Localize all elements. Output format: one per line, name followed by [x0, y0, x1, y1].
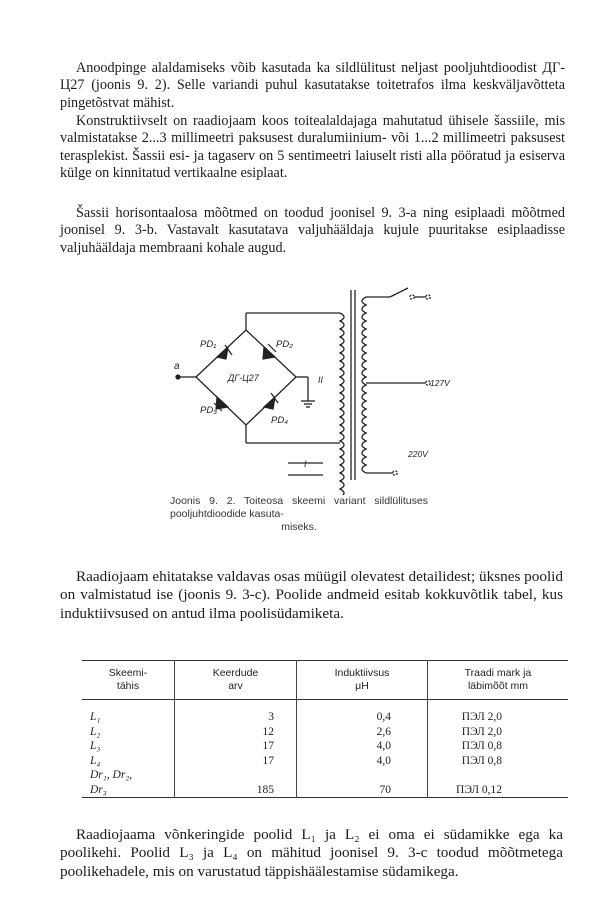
table-row — [82, 739, 568, 754]
caption-text: Joonis 9. 2. Toiteosa skeemi variant sildlülituses pooljuhtdioodide kasuta- — [170, 495, 428, 520]
paragraph-text: Šassii horisontaalosa mõõtmed on toodud joonisel 9. 3-a ning esiplaadi mõõtmed joonisel 9. 3-b. Vastavalt kasutatava valjuhääldaja kujule puuritakse esiplaadisse valjuhääldaja membraani kohale augud. — [60, 205, 565, 256]
paragraph-coils — [60, 826, 563, 881]
cell-turns: 3 — [175, 700, 297, 725]
cell-inductance — [297, 768, 428, 783]
paragraph-chassis-dimensions — [60, 205, 565, 257]
table-row — [82, 754, 568, 769]
paragraph-parts — [60, 568, 563, 623]
header-wire: Traadi mark ja läbimõõt mm — [428, 661, 569, 700]
table-row — [82, 783, 568, 798]
cell-wire: ПЭЛ 0,8 — [428, 739, 569, 754]
cell-turns: 17 — [175, 739, 297, 754]
cell-inductance: 0,4 — [297, 700, 428, 725]
table-header-row — [82, 661, 568, 700]
cell-symbol: L₁ — [90, 711, 101, 723]
winding-label-secondary: II — [318, 375, 324, 385]
mains-switch — [390, 288, 408, 297]
cell-turns — [175, 768, 297, 783]
paragraph-text: Anoodpinge alaldamiseks võib kasutada ka sildlülitust neljast pooljuhtdioodist ДГ-Ц27 (joonis 9. 2). Selle variandi puhul kasutatakse toitetrafos ilma keskväljavõtteta pingetõstvat mähist. — [60, 60, 565, 111]
cell-wire: ПЭЛ 2,0 — [428, 700, 569, 725]
tap-220-label: 220V — [408, 449, 428, 459]
paragraph-text: Raadiojaama võnkeringide poolid L₁ ja L₂ ei oma ei südamikke ega ka poolikehi. Poolid L₃ ja L₄ on mähitud joonisel 9. 3-c toodud mõõtmetega poolikehadele, mis on varustatud täppishäälestamise südamikega. — [60, 826, 563, 880]
table-row — [82, 700, 568, 725]
diode-label-pd2: PD₂ — [276, 339, 293, 350]
cell-symbol: Dr₁, Dr₂, — [90, 769, 133, 781]
diode-pd1-icon — [217, 347, 228, 359]
input-label: a — [174, 361, 180, 372]
winding-label-heater: I — [304, 459, 307, 469]
table-row — [82, 768, 568, 783]
cell-symbol: L₃ — [90, 740, 101, 752]
paragraph-construction — [60, 113, 565, 182]
coil-data-table — [82, 660, 568, 798]
cell-turns: 185 — [175, 783, 297, 798]
cell-inductance: 2,6 — [297, 725, 428, 740]
table-row — [82, 725, 568, 740]
cell-wire: ПЭЛ 0,8 — [428, 754, 569, 769]
cell-inductance: 70 — [297, 783, 428, 798]
header-turns: Keerdude arv — [175, 661, 297, 700]
header-inductance: Induktiivsus μH — [297, 661, 428, 700]
cell-inductance: 4,0 — [297, 754, 428, 769]
input-terminal — [176, 375, 180, 379]
cell-symbol: Dr₃ — [90, 783, 107, 796]
cell-symbol: L₄ — [90, 754, 101, 767]
diode-pd4-icon — [264, 397, 275, 409]
cell-turns: 12 — [175, 725, 297, 740]
header-symbol: Skeemi- tähis — [108, 667, 148, 692]
terminal — [426, 295, 430, 299]
cell-turns: 17 — [175, 754, 297, 769]
diode-label-pd1: PD₁ — [200, 339, 217, 350]
primary-winding — [362, 297, 366, 473]
diode-label-pd4: PD₄ — [271, 415, 289, 426]
caption-text-end: miseks. — [281, 521, 317, 533]
cell-inductance: 4,0 — [297, 739, 428, 754]
tap-127-label: 127V — [430, 378, 450, 388]
paragraph-text: Konstruktiivselt on raadiojaam koos toitealaldajaga mahutatud ühisele šassiile, mis valmistatakse 2...3 millimeetri paksusest duralumiinium- või 1...2 millimeetri paksusest terasplekist. Šassii esi- ja tagaserv on 5 sentimeetri laiuselt risti alla pööratud ja esiserva külge on kinnitatud vertikaalne esiplaat. — [60, 113, 565, 181]
diode-type-label: ДГ-Ц27 — [228, 373, 259, 383]
diode-label-pd3: PD₃ — [200, 405, 217, 416]
cell-wire — [428, 768, 569, 783]
cell-symbol: L₂ — [90, 725, 101, 738]
figure-caption — [170, 495, 428, 534]
cell-wire: ПЭЛ 0,12 — [428, 783, 569, 798]
paragraph-anode-voltage — [60, 60, 565, 112]
rectifier-bridge-schematic — [168, 285, 453, 495]
secondary-winding — [340, 313, 344, 495]
paragraph-text: Raadiojaam ehitatakse valdavas osas müügil olevatest detailidest; üksnes poolid on valmistatud ise (joonis 9. 3-c). Poolide andmeid esitab kokkuvõtlik tabel, kus induktiivsused on antud ilma poolisüdamiketa. — [60, 568, 563, 622]
terminal-220v — [393, 471, 397, 475]
switch-contact — [410, 295, 414, 299]
cell-wire: ПЭЛ 2,0 — [428, 725, 569, 740]
